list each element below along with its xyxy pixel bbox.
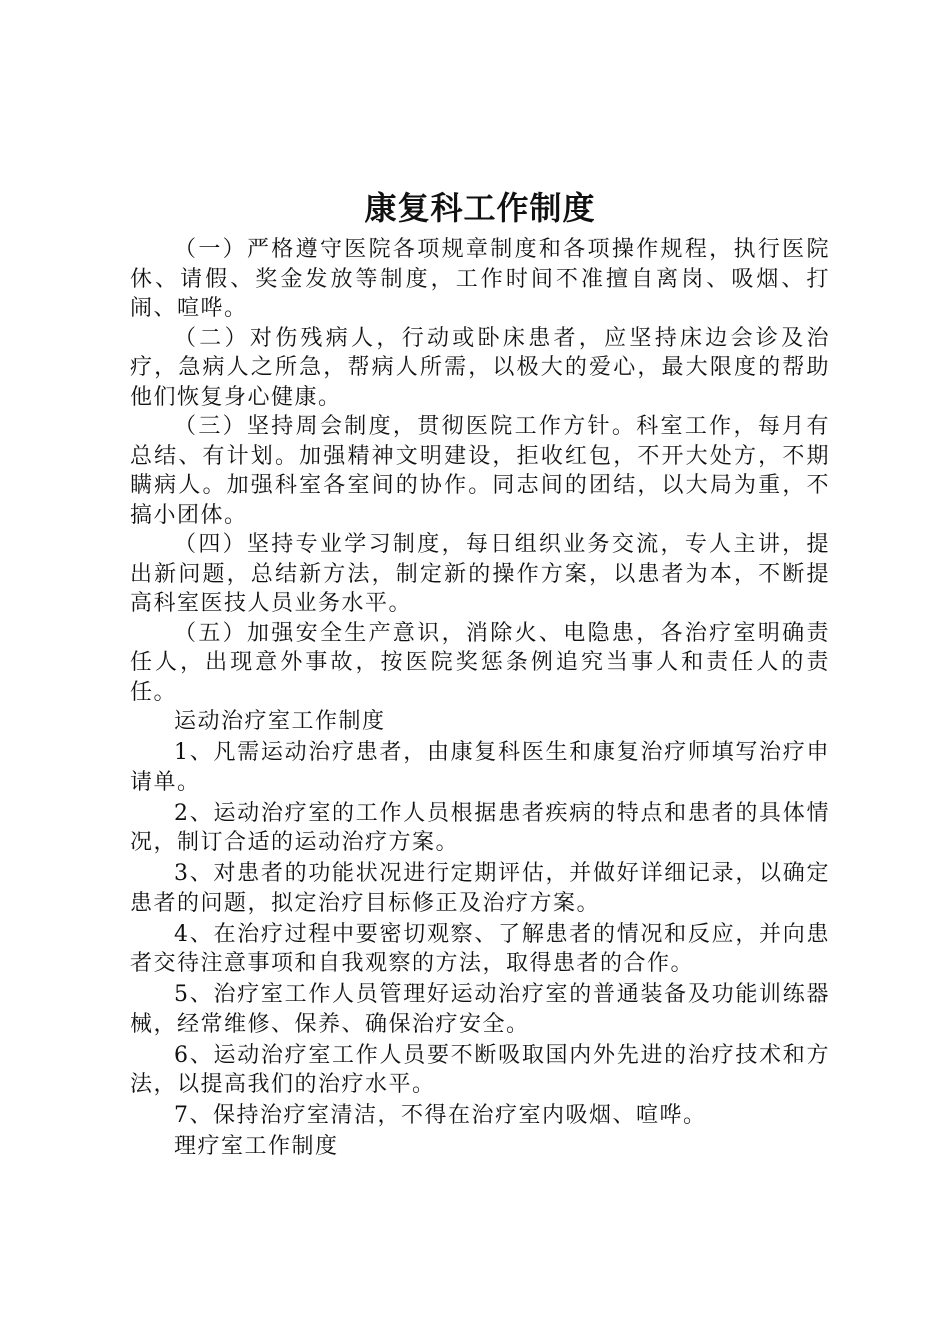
document-title: 康复科工作制度 (364, 189, 596, 227)
exercise-rule-3: 3、对患者的功能状况进行定期评估，并做好详细记录，以确定患者的问题，拟定治疗目标修正及治疗方案。 (130, 861, 830, 916)
rule-paragraph-4: （四）坚持专业学习制度，每日组织业务交流，专人主讲，提出新问题，总结新方法，制定新的操作方案，以患者为本，不断提高科室医技人员业务水平。 (130, 532, 830, 616)
section-heading-physiotherapy: 理疗室工作制度 (174, 1134, 339, 1159)
exercise-rule-5: 5、治疗室工作人员管理好运动治疗室的普通装备及功能训练器械，经常维修、保养、确保治疗安全。 (130, 982, 830, 1037)
rule-paragraph-5: （五）加强安全生产意识，消除火、电隐患，各治疗室明确责任人，出现意外事故，按医院奖惩条例追究当事人和责任人的责任。 (130, 620, 830, 705)
exercise-rule-2: 2、运动治疗室的工作人员根据患者疾病的特点和患者的具体情况，制订合适的运动治疗方案。 (130, 800, 830, 855)
exercise-rule-4: 4、在治疗过程中要密切观察、了解患者的情况和反应，并向患者交待注意事项和自我观察的方法，取得患者的合作。 (130, 921, 830, 976)
exercise-rule-1: 1、凡需运动治疗患者，由康复科医生和康复治疗师填写治疗申请单。 (130, 740, 830, 795)
exercise-rule-6: 6、运动治疗室工作人员要不断吸取国内外先进的治疗技术和方法，以提高我们的治疗水平。 (130, 1042, 830, 1097)
exercise-rule-7: 7、保持治疗室清洁，不得在治疗室内吸烟、喧哗。 (174, 1103, 707, 1128)
document-page (130, 183, 830, 1162)
rule-paragraph-2: （二）对伤残病人，行动或卧床患者，应坚持床边会诊及治疗，急病人之所急，帮病人所需，以极大的爱心，最大限度的帮助他们恢复身心健康。 (130, 325, 830, 410)
section-heading-exercise-therapy: 运动治疗室工作制度 (174, 709, 386, 734)
rule-paragraph-1: （一）严格遵守医院各项规章制度和各项操作规程，执行医院休、请假、奖金发放等制度，工作时间不准擅自离岗、吸烟、打闹、喧哗。 (130, 237, 830, 321)
rule-paragraph-3: （三）坚持周会制度，贯彻医院工作方针。科室工作，每月有总结、有计划。加强精神文明建设，拒收红包，不开大处方，不期瞒病人。加强科室各室间的协作。同志间的团结，以大局为重，不搞小团体。 (130, 414, 830, 528)
